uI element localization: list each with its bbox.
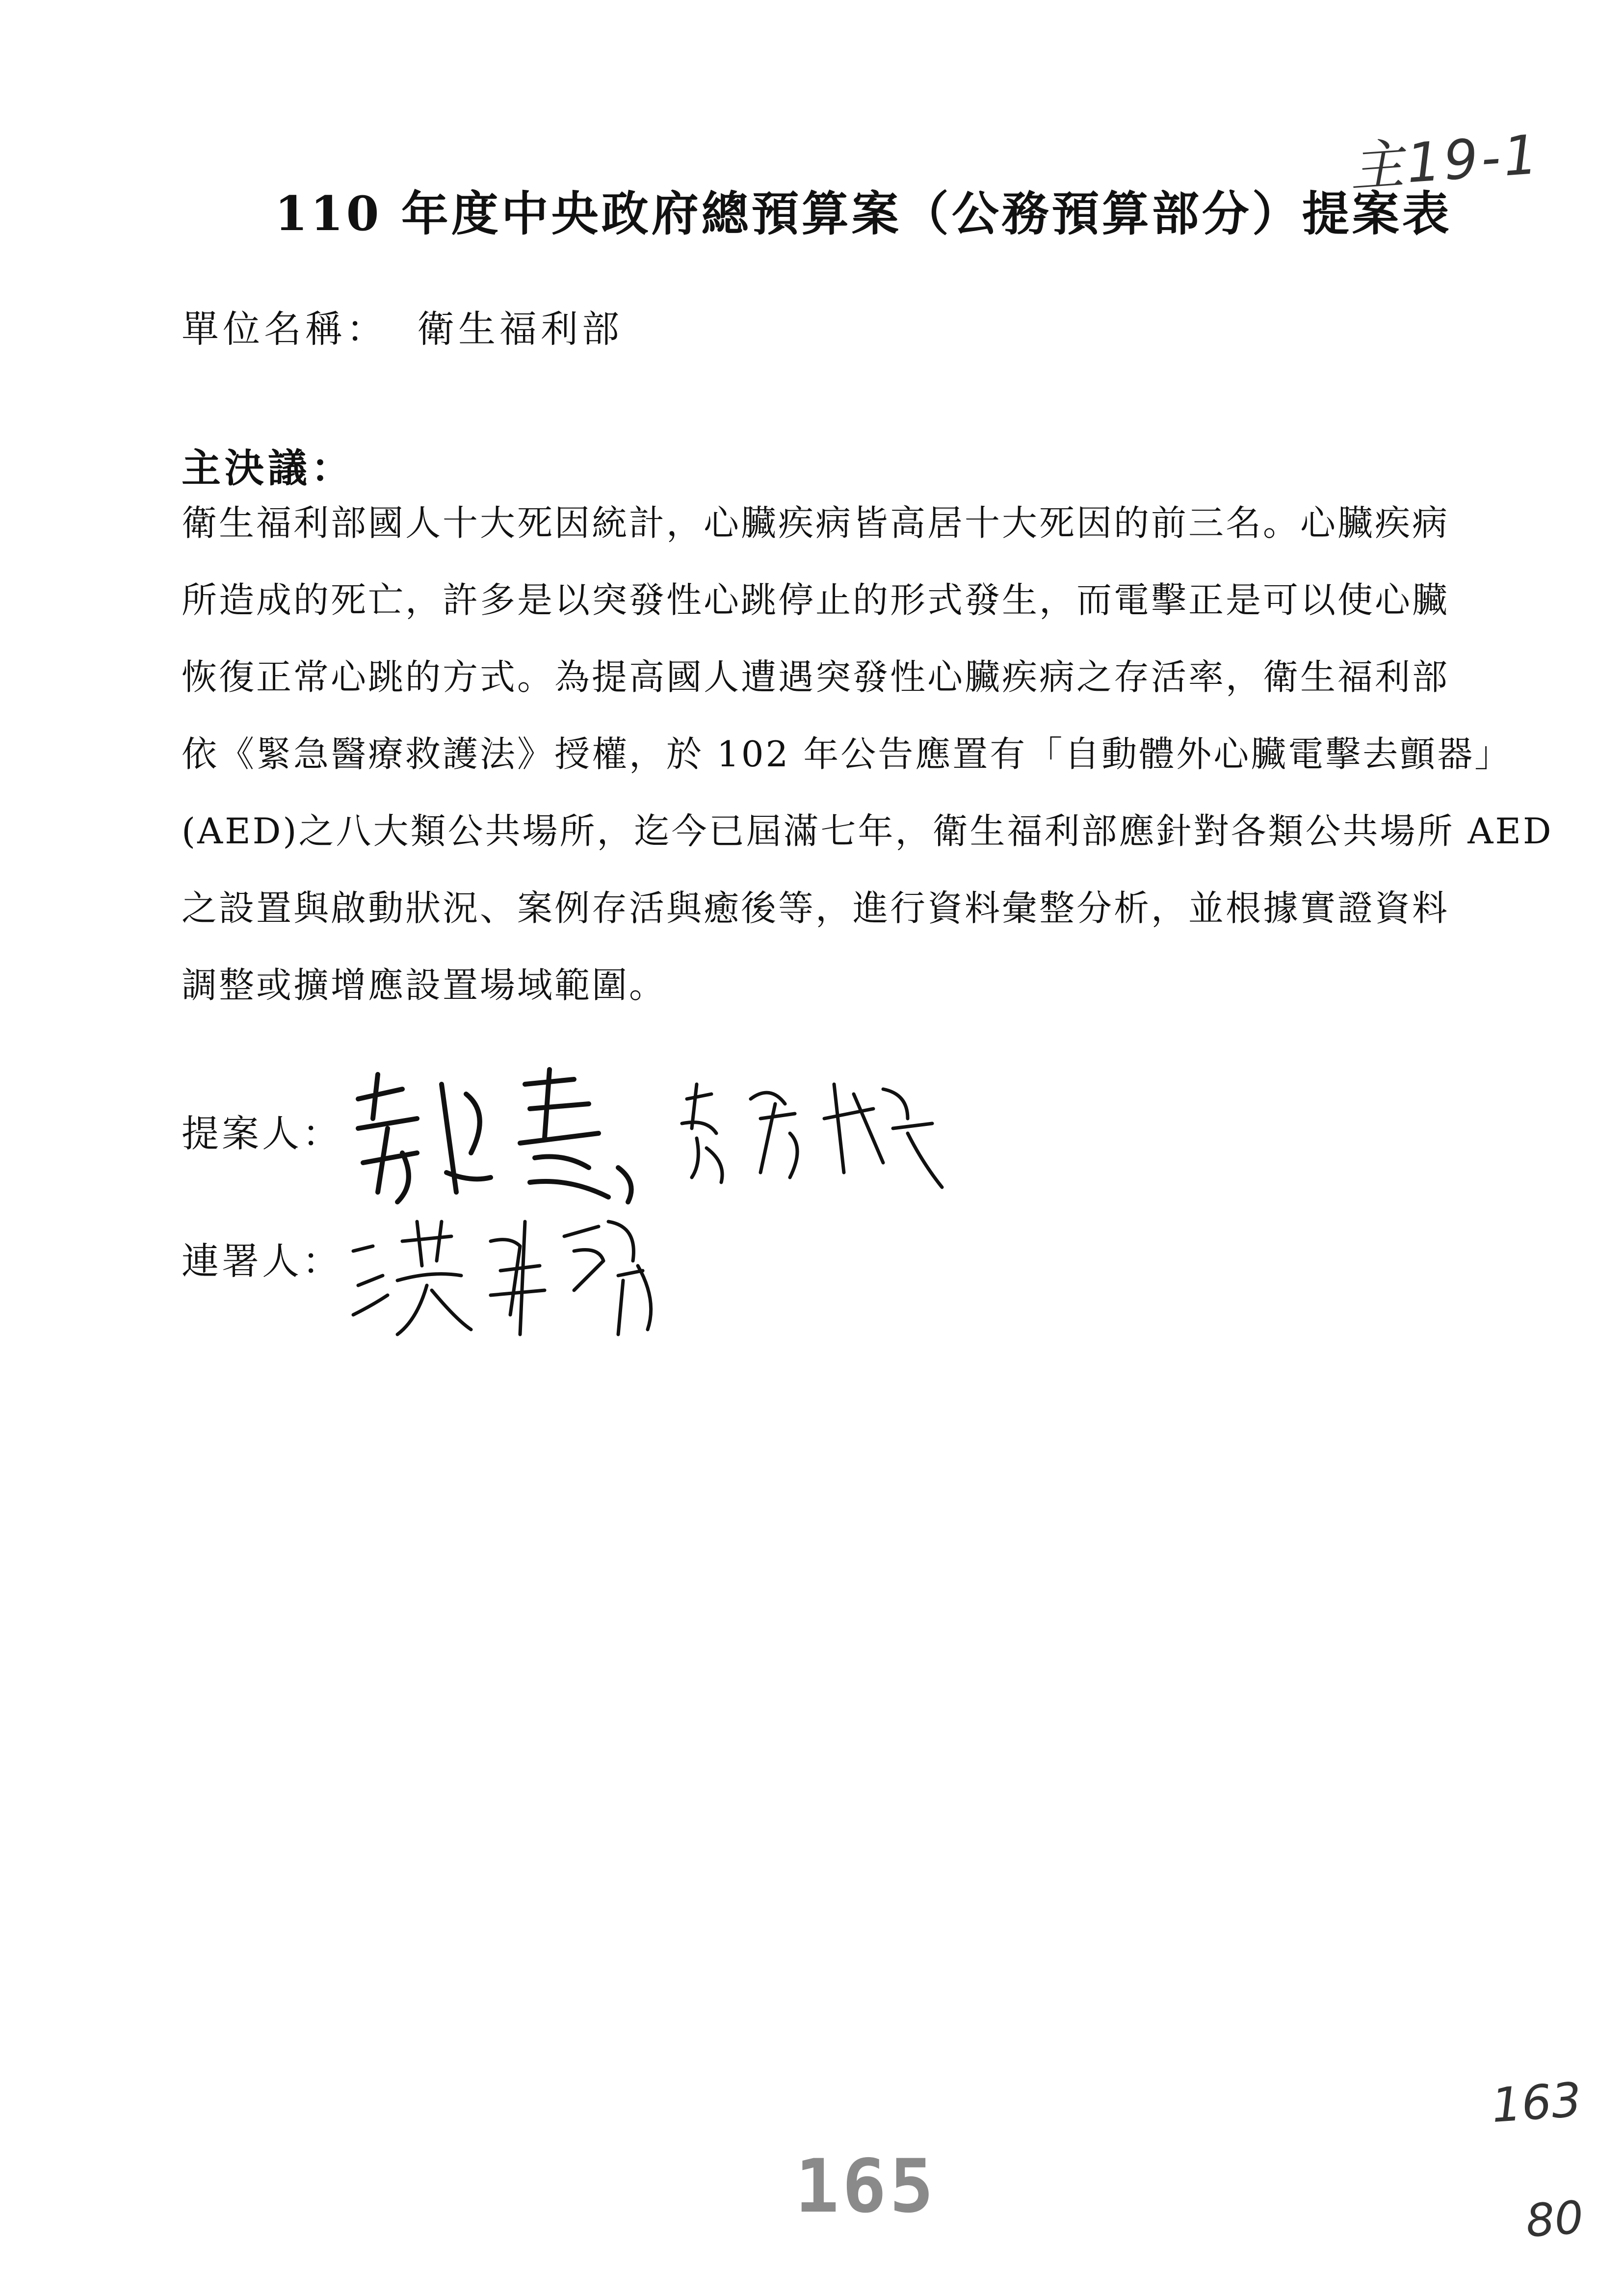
resolution-line: 衛生福利部國人十大死因統計，心臟疾病皆高居十大死因的前三名。心臟疾病 — [182, 502, 1450, 544]
resolution-line: 恢復正常心跳的方式。為提高國人遭遇突發性心臟疾病之存活率，衛生福利部 — [182, 656, 1450, 698]
resolution-label: 主決議： — [182, 445, 354, 491]
cosigner-label: 連署人： — [182, 1239, 342, 1283]
document-title: 110 年度中央政府總預算案（公務預算部分）提案表 — [275, 186, 1452, 241]
handwritten-reference-mark: 主19-1 — [1347, 123, 1543, 199]
resolution-line: 之設置與啟動狀況、案例存活與癒後等，進行資料彙整分析，並根據實證資料 — [182, 887, 1450, 929]
proposer-signature-2 — [677, 1065, 952, 1192]
resolution-body — [182, 502, 1553, 1044]
resolution-line: (AED)之八大類公共場所，迄今已屆滿七年，衛生福利部應針對各類公共場所 AED — [182, 810, 1553, 852]
cosigner-signature — [343, 1192, 657, 1339]
unit-row — [182, 299, 623, 353]
page-number: 165 — [795, 2144, 937, 2229]
proposer-signature-1 — [343, 1055, 657, 1212]
unit-value: 衛生福利部 — [417, 307, 623, 351]
handwritten-page-note: 163 — [1490, 2072, 1583, 2134]
resolution-line: 調整或擴增應設置場域範圍。 — [182, 965, 667, 1006]
resolution-line: 依《緊急醫療救護法》授權，於 102 年公告應置有「自動體外心臟電擊去顫器」 — [182, 733, 1512, 775]
unit-label: 單位名稱： — [182, 307, 388, 351]
cosigner-row — [182, 1231, 342, 1285]
proposer-row — [182, 1104, 342, 1157]
handwritten-page-note: 80 — [1524, 2191, 1585, 2247]
resolution-line: 所造成的死亡，許多是以突發性心跳停止的形式發生，而電擊正是可以使心臟 — [182, 579, 1450, 621]
proposer-label: 提案人： — [182, 1112, 342, 1155]
